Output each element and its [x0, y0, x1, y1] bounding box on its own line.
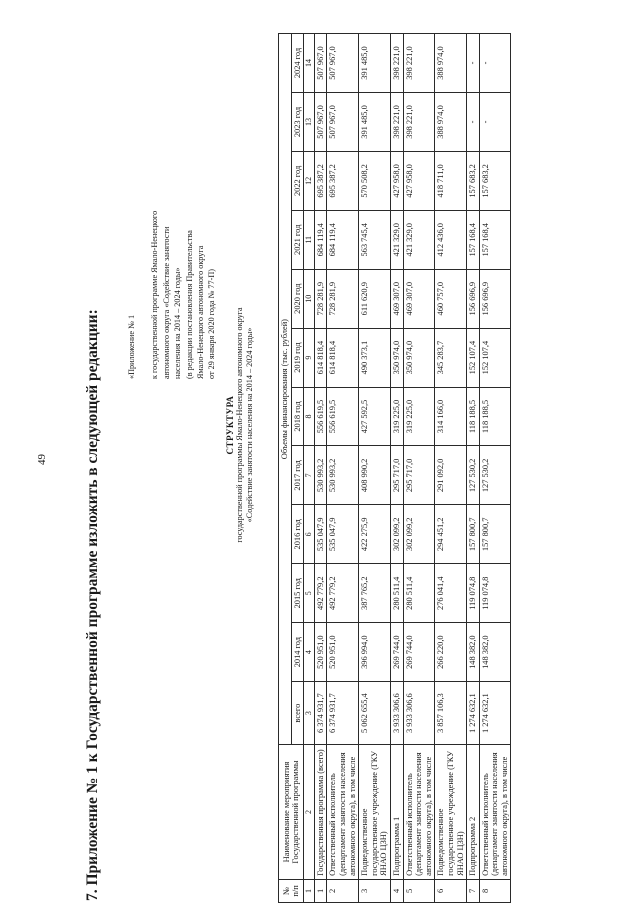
row-value: 119 074,8 — [479, 564, 511, 623]
row-value: 291 092,0 — [435, 446, 467, 505]
header-year: 2015 год — [291, 564, 304, 623]
row-value: 421 329,0 — [390, 210, 403, 269]
title-line: государственной программы Ямало-Ненецкого автономного округа — [235, 307, 244, 543]
table-row — [435, 34, 467, 903]
appendix-line: Ямало-Ненецкого автономного округа — [196, 245, 206, 379]
header-name: Наименование мероприятия Государственной программы — [279, 745, 304, 880]
row-value: 391 485,0 — [359, 34, 391, 93]
row-value: 157 800,7 — [479, 505, 511, 564]
row-value: 535 047,9 — [314, 505, 327, 564]
row-name: Ответственный исполнитель (департамент занятости населения автономного округа), в том числе — [327, 745, 359, 880]
row-value: 266 220,0 — [435, 623, 467, 682]
appendix-line: от 29 января 2020 года № 77-П) — [207, 269, 217, 379]
row-value: - — [479, 93, 511, 152]
row-value: 157 168,4 — [479, 210, 511, 269]
column-number: 7 — [304, 446, 315, 505]
row-value: 684 119,4 — [327, 210, 359, 269]
row-value: 398 221,0 — [403, 34, 435, 93]
appendix-note — [126, 129, 218, 379]
row-value: 127 530,2 — [467, 446, 480, 505]
row-value: 350 974,0 — [403, 328, 435, 387]
row-value: 460 757,0 — [435, 269, 467, 328]
header-year: 2020 год — [291, 269, 304, 328]
title-main: СТРУКТУРА — [225, 395, 235, 455]
row-value: 520 951,0 — [314, 623, 327, 682]
row-value: 507 967,0 — [327, 93, 359, 152]
header-year: 2024 год — [291, 34, 304, 93]
row-value: 156 696,9 — [467, 269, 480, 328]
header-year: 2014 год — [291, 623, 304, 682]
column-number: 1 — [304, 879, 315, 902]
row-value: 507 967,0 — [314, 34, 327, 93]
row-value: 152 107,4 — [467, 328, 480, 387]
row-number: 7 — [467, 879, 480, 902]
financing-table — [278, 33, 511, 903]
row-value: 276 041,4 — [435, 564, 467, 623]
appendix-line: (в редакции постановления Правительства — [184, 230, 194, 379]
column-number: 5 — [304, 564, 315, 623]
header-year: 2017 год — [291, 446, 304, 505]
column-number: 13 — [304, 93, 315, 152]
title-line: «Содействие занятости населения на 2014 – 2024 годы» — [245, 327, 254, 523]
row-value: 148 382,0 — [479, 623, 511, 682]
row-value: 119 074,8 — [467, 564, 480, 623]
row-value: 530 993,2 — [327, 446, 359, 505]
row-value: 3 857 106,3 — [435, 682, 467, 745]
header-num: № п/п — [279, 879, 304, 902]
row-value: 492 779,2 — [314, 564, 327, 623]
row-value: 427 958,0 — [403, 151, 435, 210]
row-name: Подпрограмма 2 — [467, 745, 480, 880]
column-number: 11 — [304, 210, 315, 269]
row-value: - — [467, 34, 480, 93]
header-year: 2018 год — [291, 387, 304, 446]
row-value: 418 711,0 — [435, 151, 467, 210]
row-value: 492 779,2 — [327, 564, 359, 623]
row-value: 302 099,2 — [403, 505, 435, 564]
row-value: 469 307,0 — [403, 269, 435, 328]
row-value: 118 188,5 — [467, 387, 480, 446]
header-volumes: Объемы финансирования (тыс. рублей) — [279, 34, 292, 745]
row-value: 280 511,4 — [403, 564, 435, 623]
row-value: 156 696,9 — [479, 269, 511, 328]
appendix-line: к государственной программе Ямало-Ненецкого — [150, 210, 160, 379]
row-value: 127 530,2 — [479, 446, 511, 505]
row-value: 1 274 632,1 — [479, 682, 511, 745]
row-value: 269 744,0 — [403, 623, 435, 682]
row-value: 421 329,0 — [403, 210, 435, 269]
row-value: - — [479, 34, 511, 93]
header-year: 2023 год — [291, 93, 304, 152]
row-value: 507 967,0 — [327, 34, 359, 93]
row-value: 302 099,2 — [390, 505, 403, 564]
row-value: - — [467, 93, 480, 152]
row-value: 387 765,2 — [359, 564, 391, 623]
row-value: 152 107,4 — [479, 328, 511, 387]
row-value: 695 387,2 — [327, 151, 359, 210]
structure-title — [225, 165, 255, 685]
row-value: 6 374 931,7 — [314, 682, 327, 745]
column-number: 12 — [304, 151, 315, 210]
row-value: 556 619,5 — [327, 387, 359, 446]
row-value: 350 974,0 — [390, 328, 403, 387]
row-value: 684 119,4 — [314, 210, 327, 269]
header-year: 2019 год — [291, 328, 304, 387]
row-number: 1 — [314, 879, 327, 902]
header-row — [279, 34, 292, 903]
row-value: 157 800,7 — [467, 505, 480, 564]
row-value: 157 168,4 — [467, 210, 480, 269]
row-value: 614 818,4 — [327, 328, 359, 387]
column-number: 8 — [304, 387, 315, 446]
row-number: 8 — [479, 879, 511, 902]
row-name: Государственная программа (всего) — [314, 745, 327, 880]
row-value: 398 221,0 — [390, 93, 403, 152]
column-number: 3 — [304, 682, 315, 745]
table-row — [467, 34, 480, 903]
row-value: 295 717,0 — [403, 446, 435, 505]
table-row — [327, 34, 359, 903]
row-name: Подведомственное государственное учреждение (ГКУ ЯНАО ЦЗН) — [359, 745, 391, 880]
appendix-line: населения на 2014 – 2024 годы» — [173, 267, 183, 379]
row-name: Подпрограмма 1 — [390, 745, 403, 880]
row-value: 388 974,0 — [435, 34, 467, 93]
table-row — [479, 34, 511, 903]
row-value: 563 745,4 — [359, 210, 391, 269]
row-number: 5 — [403, 879, 435, 902]
row-number: 3 — [359, 879, 391, 902]
row-value: 520 951,0 — [327, 623, 359, 682]
row-value: 319 225,0 — [403, 387, 435, 446]
row-number: 2 — [327, 879, 359, 902]
column-numbers-row — [304, 34, 315, 903]
row-value: 3 933 306,6 — [403, 682, 435, 745]
row-value: 570 508,2 — [359, 151, 391, 210]
row-value: 398 221,0 — [403, 93, 435, 152]
table-row — [390, 34, 403, 903]
row-name: Ответственный исполнитель (департамент занятости населения автономного округа), в том числе — [479, 745, 511, 880]
section-heading: 7. Приложение № 1 к Государственной программе изложить в следующей редакции: — [84, 309, 101, 901]
header-year: 2022 год — [291, 151, 304, 210]
row-value: 412 436,0 — [435, 210, 467, 269]
appendix-line: автономного округа «Содействие занятости — [161, 226, 171, 379]
appendix-number: «Приложение № 1 — [127, 314, 136, 379]
row-value: 611 620,9 — [359, 269, 391, 328]
row-value: 345 283,7 — [435, 328, 467, 387]
page-number: 49 — [36, 454, 48, 465]
header-year: 2016 год — [291, 505, 304, 564]
row-value: 535 047,9 — [327, 505, 359, 564]
row-value: 1 274 632,1 — [467, 682, 480, 745]
column-number: 9 — [304, 328, 315, 387]
row-value: 614 818,4 — [314, 328, 327, 387]
row-value: 728 281,9 — [314, 269, 327, 328]
row-value: 469 307,0 — [390, 269, 403, 328]
row-value: 294 451,2 — [435, 505, 467, 564]
header-year: всего — [291, 682, 304, 745]
row-value: 388 974,0 — [435, 93, 467, 152]
table-body — [314, 34, 511, 903]
row-value: 269 744,0 — [390, 623, 403, 682]
table-row — [314, 34, 327, 903]
row-value: 530 993,2 — [314, 446, 327, 505]
row-value: 396 994,0 — [359, 623, 391, 682]
row-name: Ответственный исполнитель (департамент занятости населения автономного округа), в том числе — [403, 745, 435, 880]
column-number: 6 — [304, 505, 315, 564]
row-value: 314 166,0 — [435, 387, 467, 446]
column-number: 10 — [304, 269, 315, 328]
row-value: 490 373,1 — [359, 328, 391, 387]
row-value: 427 592,5 — [359, 387, 391, 446]
row-value: 398 221,0 — [390, 34, 403, 93]
row-value: 5 062 655,4 — [359, 682, 391, 745]
row-value: 408 990,2 — [359, 446, 391, 505]
row-name: Подведомственное государственное учреждение (ГКУ ЯНАО ЦЗН) — [435, 745, 467, 880]
row-value: 3 933 306,6 — [390, 682, 403, 745]
row-value: 6 374 931,7 — [327, 682, 359, 745]
row-value: 391 485,0 — [359, 93, 391, 152]
row-value: 695 387,2 — [314, 151, 327, 210]
row-value: 507 967,0 — [314, 93, 327, 152]
column-number: 4 — [304, 623, 315, 682]
row-value: 556 619,5 — [314, 387, 327, 446]
column-number: 2 — [304, 745, 315, 880]
row-value: 319 225,0 — [390, 387, 403, 446]
row-value: 422 275,9 — [359, 505, 391, 564]
header-year: 2021 год — [291, 210, 304, 269]
table-row — [403, 34, 435, 903]
row-number: 4 — [390, 879, 403, 902]
row-value: 118 188,5 — [479, 387, 511, 446]
row-value: 427 958,0 — [390, 151, 403, 210]
column-number: 14 — [304, 34, 315, 93]
row-value: 280 511,4 — [390, 564, 403, 623]
row-number: 6 — [435, 879, 467, 902]
row-value: 157 683,2 — [479, 151, 511, 210]
row-value: 295 717,0 — [390, 446, 403, 505]
row-value: 157 683,2 — [467, 151, 480, 210]
table-row — [359, 34, 391, 903]
row-value: 148 382,0 — [467, 623, 480, 682]
row-value: 728 281,9 — [327, 269, 359, 328]
